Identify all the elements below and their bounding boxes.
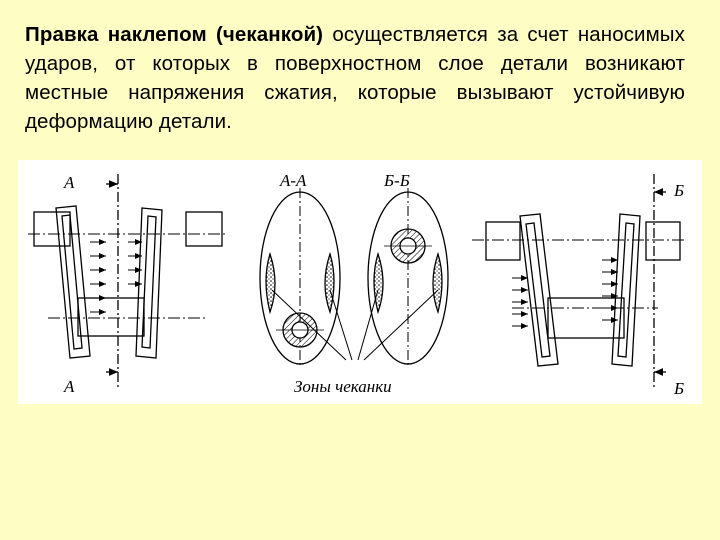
section-views	[260, 188, 448, 366]
label-a-top: А	[64, 173, 75, 192]
peening-zones-caption: Зоны чеканки	[294, 377, 392, 396]
right-crankshaft-drawing	[472, 174, 686, 390]
section-a-a-title: А-А	[280, 171, 307, 190]
paragraph-body: осуществляется за счет наносимых ударов, от которых в поверхностном слое детали возникают местные напряжения сжатия, которые вызывают устойчивую деформацию детали.	[25, 23, 685, 133]
label-b-bottom: Б	[674, 379, 685, 398]
slide-paragraph	[25, 20, 685, 136]
crankshaft-straightening-figure	[18, 160, 702, 404]
section-b-b-title: Б-Б	[384, 171, 410, 190]
label-a-bottom: А	[64, 377, 75, 396]
left-crankshaft-drawing	[28, 174, 228, 390]
label-b-top: Б	[674, 181, 685, 200]
term-bold: Правка наклепом (чеканкой)	[25, 23, 324, 46]
